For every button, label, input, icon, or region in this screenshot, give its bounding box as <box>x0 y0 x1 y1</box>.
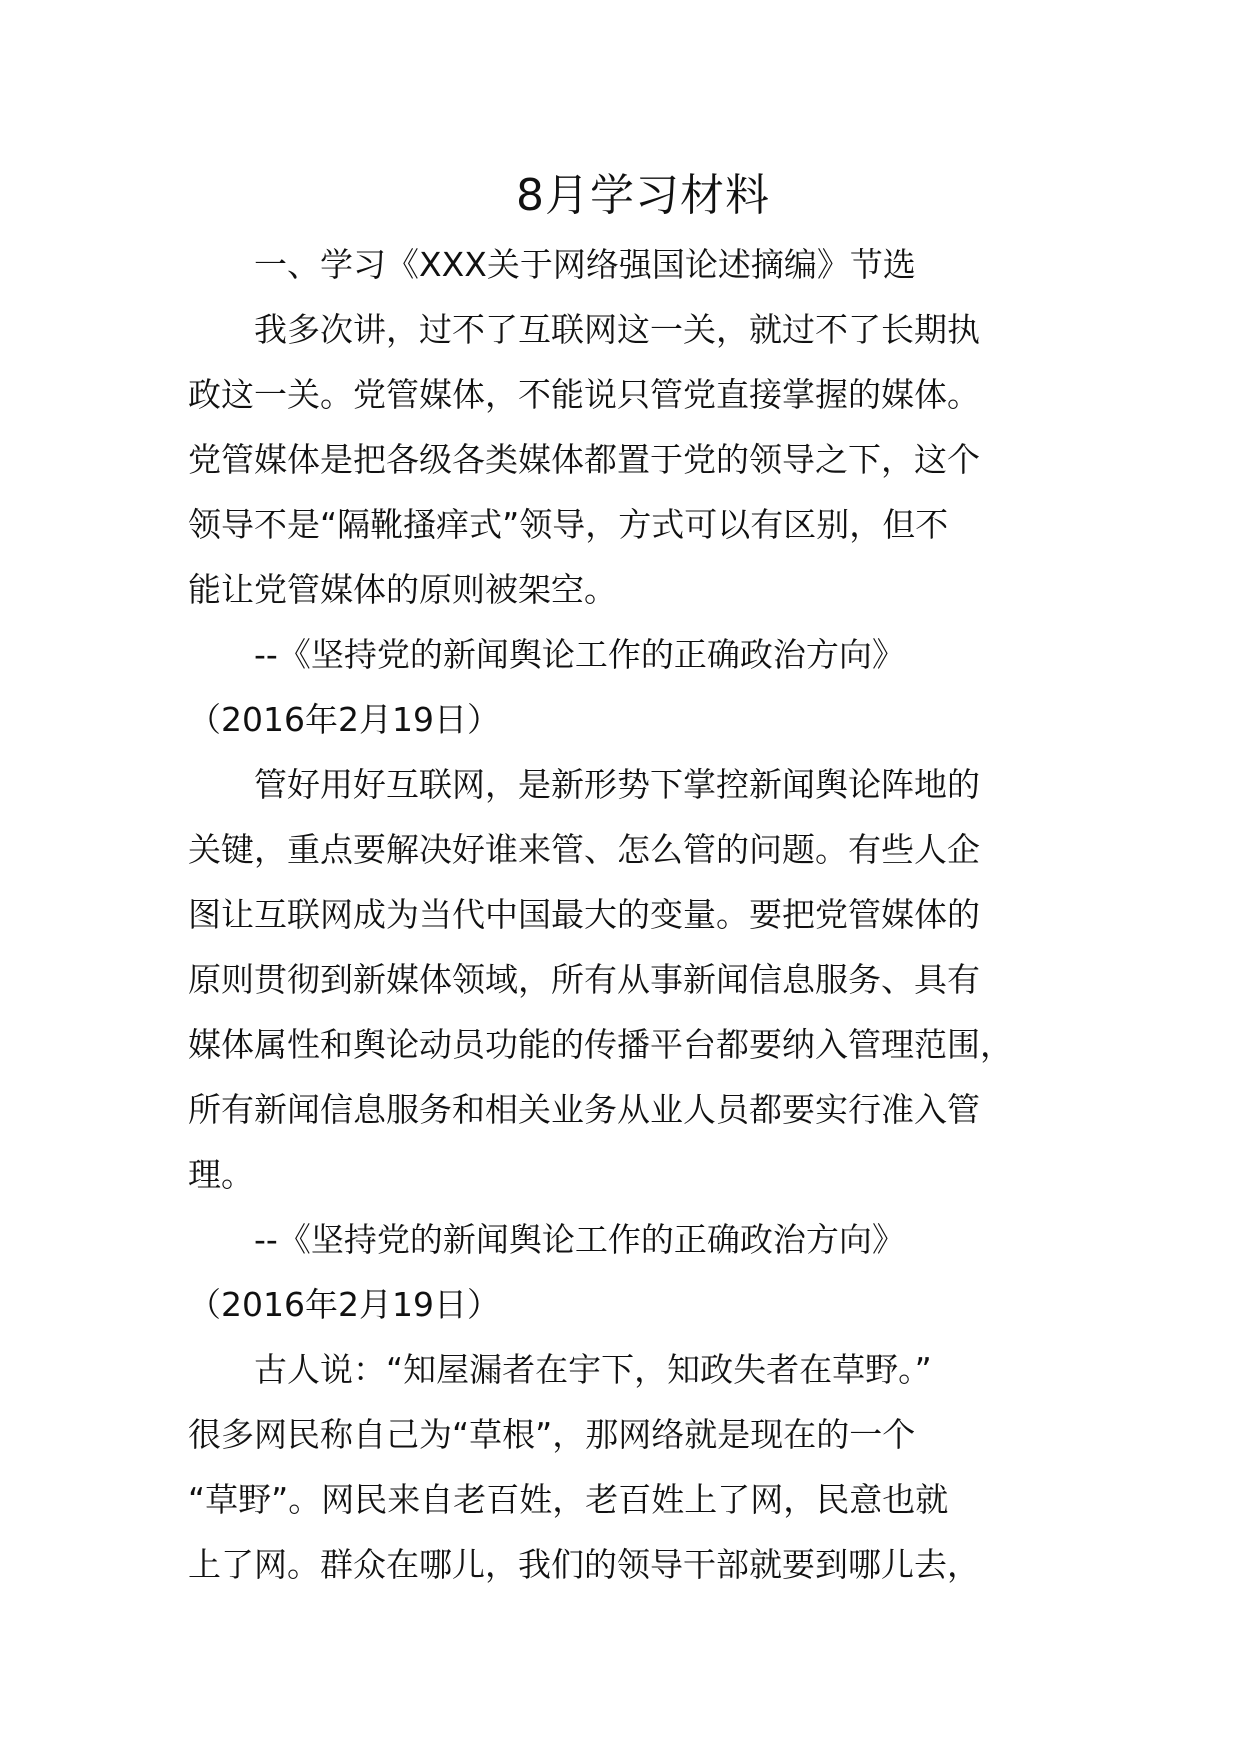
document-page <box>188 160 1068 1597</box>
paragraph-line: 我多次讲，过不了互联网这一关，就过不了长期执 <box>254 310 980 349</box>
paragraph-line: 领导不是“隔靴搔痒式”领导，方式可以有区别，但不 <box>188 505 949 544</box>
document-title: 8月学习材料 <box>516 170 770 221</box>
citation-line: --《坚持党的新闻舆论工作的正确政治方向》 <box>254 635 905 674</box>
paragraph-line: 古人说：“知屋漏者在宇下，知政失者在草野。” <box>254 1350 932 1389</box>
paragraph-line: 图让互联网成为当代中国最大的变量。要把党管媒体的 <box>188 895 980 934</box>
paragraph-line: 能让党管媒体的原则被架空。 <box>188 570 617 609</box>
citation-date: （2016年2月19日） <box>188 1285 500 1324</box>
paragraph-line: 关键，重点要解决好谁来管、怎么管的问题。有些人企 <box>188 830 980 869</box>
paragraph-line: 管好用好互联网，是新形势下掌控新闻舆论阵地的 <box>254 765 980 804</box>
paragraph-line: 媒体属性和舆论动员功能的传播平台都要纳入管理范围， <box>188 1025 1013 1064</box>
citation-line: --《坚持党的新闻舆论工作的正确政治方向》 <box>254 1220 905 1259</box>
paragraph-line: 党管媒体是把各级各类媒体都置于党的领导之下，这个 <box>188 440 980 479</box>
paragraph-line: 原则贯彻到新媒体领域，所有从事新闻信息服务、具有 <box>188 960 980 999</box>
citation-date: （2016年2月19日） <box>188 700 500 739</box>
paragraph-line: “草野”。网民来自老百姓，老百姓上了网，民意也就 <box>188 1480 949 1519</box>
paragraph-line: 理。 <box>188 1155 254 1194</box>
paragraph-line: 所有新闻信息服务和相关业务从业人员都要实行准入管 <box>188 1090 980 1129</box>
section-heading: 一、学习《XXX关于网络强国论述摘编》节选 <box>254 245 916 284</box>
paragraph-line: 政这一关。党管媒体，不能说只管党直接掌握的媒体。 <box>188 375 980 414</box>
paragraph-line: 很多网民称自己为“草根”，那网络就是现在的一个 <box>188 1415 916 1454</box>
paragraph-line: 上了网。群众在哪儿，我们的领导干部就要到哪儿去， <box>188 1545 980 1584</box>
